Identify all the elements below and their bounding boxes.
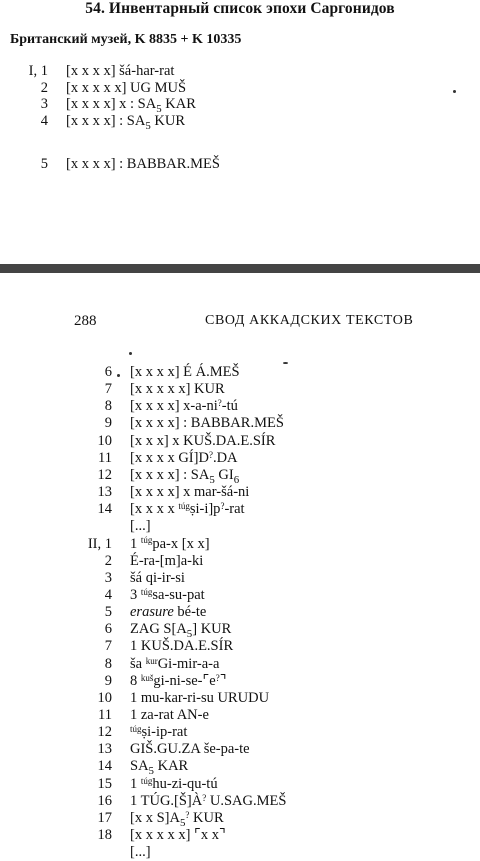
line-number: 12: [97, 466, 112, 483]
line-text: É-ra-[m]a-ki: [130, 552, 204, 569]
line-text: [x x x x] x-a-ni?-tú: [130, 398, 238, 415]
line-number: 7: [104, 638, 112, 655]
line-number: 15: [97, 775, 112, 792]
line-text: [x x x x] šá-har-rat: [66, 63, 175, 79]
line-number: II, 1: [87, 535, 112, 552]
speck: [117, 374, 120, 377]
line-text: GIŠ.GU.ZA še-pa-te: [130, 741, 250, 758]
line-number: 3: [104, 569, 112, 586]
line-text: 8 $^{kuš}$gi-ni-se-⌜e?⌝: [130, 672, 227, 689]
line-text: šá qi-ir-si: [130, 569, 185, 586]
line-text: [...]: [130, 518, 151, 535]
line-number: 3: [40, 96, 48, 112]
line-text: erasure bé-te: [130, 604, 207, 621]
line-text: 1 $^{túg}$hu-zi-qu-tú: [130, 775, 218, 792]
line-number: 14: [97, 501, 112, 518]
speck: [129, 352, 132, 355]
line-number: 8: [104, 398, 112, 415]
line-number: 7: [104, 381, 112, 398]
line-text: [x x x x] É Á.MEŠ: [130, 364, 240, 380]
line-text: [x x x x x] UG MUŠ: [66, 79, 187, 96]
line-number: 11: [98, 449, 112, 466]
line-text: [x x x x] : BABBAR.MEŠ: [66, 156, 220, 172]
line-text: $SA_5$ KAR: [130, 758, 189, 778]
line-text: [x x x x $^{túg}$ṣi-i]p?-rat: [130, 501, 245, 518]
line-number: 6: [104, 621, 112, 638]
line-number: 11: [98, 707, 112, 723]
line-number: 5: [104, 604, 112, 621]
line-text: [x x $S]A_5^?$ KUR: [130, 809, 224, 829]
line-number: 4: [40, 112, 48, 129]
line-number: 9: [104, 415, 112, 432]
line-number: 17: [97, 809, 112, 826]
line-text: $^{túg}$ṣi-ip-rat: [130, 724, 188, 741]
line-text: ša $^{kur}$Gi-mir-a-a: [130, 655, 220, 672]
line-text: [x x x x GÍ]D?.DA: [130, 449, 238, 466]
line-number: 5: [40, 156, 48, 172]
line-text: [x x x x] : BABBAR.MEŠ: [130, 415, 284, 432]
line-number: 9: [104, 672, 112, 689]
page-divider: [0, 264, 480, 273]
line-text: ZAG $S[A_5]$ KUR: [130, 621, 232, 641]
line-number: 12: [97, 724, 112, 741]
line-number: 2: [104, 552, 112, 569]
line-text: [x x x x] x : $SA_5$ KAR: [66, 96, 196, 115]
speck: [283, 362, 288, 364]
page-number: 288: [74, 313, 97, 329]
line-number: 10: [97, 432, 112, 449]
line-text: 1 za-rat AN-e: [130, 707, 209, 723]
line-number: 4: [104, 586, 112, 603]
line-number: 8: [104, 655, 112, 672]
line-number: 6: [104, 364, 112, 380]
line-text: 1 $^{túg}$pa-x [x x]: [130, 535, 210, 552]
speck: [453, 90, 456, 93]
line-number: 2: [40, 79, 48, 96]
line-text: 1 TÚG.[Š]À? U.SAG.MEŠ: [130, 792, 287, 809]
museum-reference: Британский музей, K 8835 + K 10335: [10, 32, 242, 47]
line-text: 1 KUŠ.DA.E.SÍR: [130, 638, 234, 655]
line-text: [x x x] x KUŠ.DA.E.SÍR: [130, 432, 276, 449]
line-text: [x x x x x] KUR: [130, 381, 225, 398]
line-text: [x x x x] : $SA_5$ $GI_6$: [130, 466, 240, 486]
line-text: [x x x x x] ⌜x x⌝: [130, 827, 226, 844]
line-text: 1 mu-kar-ri-su URUDU: [130, 689, 270, 706]
running-head: СВОД АККАДСКИХ ТЕКСТОВ: [205, 313, 414, 328]
line-number: 10: [97, 689, 112, 706]
line-text: 3 $^{túg}$sa-su-pat: [130, 586, 205, 603]
line-number: I, 1: [28, 63, 48, 79]
line-number: 13: [97, 484, 112, 501]
line-text: [...]: [130, 844, 151, 861]
line-number: 13: [97, 741, 112, 758]
line-text: [x x x x] x mar-šá-ni: [130, 484, 250, 501]
line-text: [x x x x] : $SA_5$ KUR: [66, 112, 186, 132]
line-number: 16: [97, 792, 112, 809]
line-number: 14: [97, 758, 112, 775]
line-number: 18: [97, 827, 112, 844]
page-title: 54. Инвентарный список эпохи Саргонидов: [85, 0, 395, 17]
